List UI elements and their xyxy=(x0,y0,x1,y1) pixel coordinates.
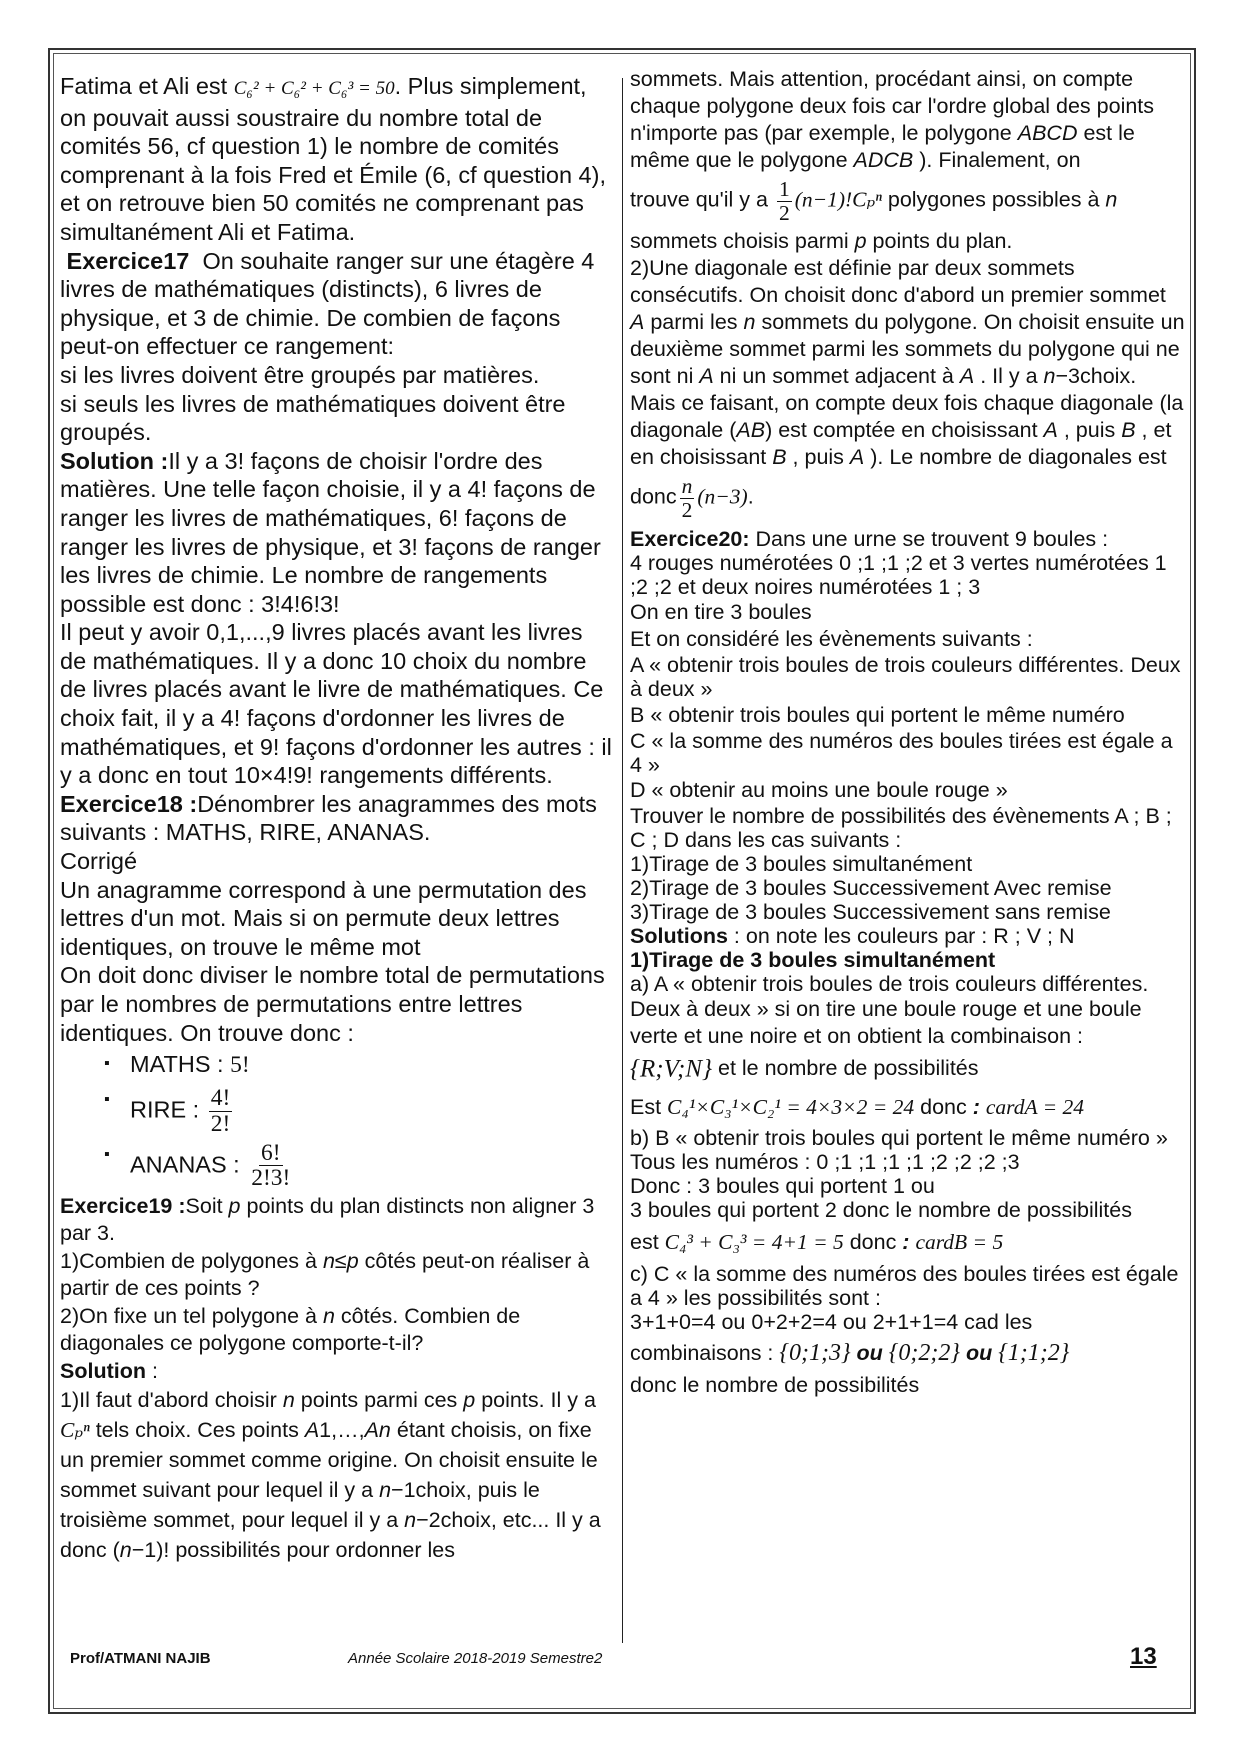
polygon-count-end: sommets choisis parmi p points du plan. xyxy=(630,229,1013,254)
exercise-19-title: Exercice19 : xyxy=(60,1193,186,1218)
set-013: {0;1;3} xyxy=(779,1339,851,1366)
solution-a: a) A « obtenir trois boules de trois couleurs différentes. xyxy=(630,972,1149,997)
case-1: 1)Tirage de 3 boules simultanément xyxy=(630,852,973,877)
set-022: {0;2;2} xyxy=(888,1339,960,1366)
solutions-label: Solutions xyxy=(630,924,728,949)
set-112: {1;1;2} xyxy=(998,1339,1070,1366)
exercise-17-q1: si les livres doivent être groupés par matières. xyxy=(60,361,540,388)
column-divider xyxy=(622,78,623,1643)
solution-c-sums: 3+1+0=4 ou 0+2+2=4 ou 2+1+1=4 cad les xyxy=(630,1309,1033,1334)
footer-school-year: Année Scolaire 2018-2019 Semestre2 xyxy=(348,1650,603,1667)
solution-18-p2: On doit donc diviser le nombre total de permutations par le nombres de permutations entre lettres identiques. On trouve donc : xyxy=(60,962,605,1046)
solution-17-part2: Il peut y avoir 0,1,...,9 livres placés avant les livres de mathématiques. Il y a donc 10 choix du nombre de livres placés avant le livre de mathématiques. Ce choix fait, il y a 4! façons d'ordonner les livres de mathématiques, et 9! façons d'ordonner les autres : il y a donc en tout 10×4!9! rangements différents. xyxy=(60,619,612,789)
set-rvn: {R;V;N} xyxy=(630,1055,713,1083)
page-number: 13 xyxy=(1130,1643,1157,1670)
formula-polygons: (n−1)!Cₚⁿ xyxy=(794,187,882,212)
exercise-19-q1: 1)Combien de polygones à n≤p côtés peut-on réaliser à partir de ces points ? xyxy=(60,1248,590,1301)
left-column xyxy=(60,72,615,1565)
events-question: Trouver le nombre de possibilités des évènements A ; B ; C ; D dans les cas suivants : xyxy=(630,804,1172,853)
right-column xyxy=(630,66,1185,1398)
solution-19-text: 1)Il faut d'abord choisir n points parmi ces p points. Il y a Cₚⁿ tels choix. Ces points A1,…,An étant choisis, on fixe un premier sommet comme origine. On choisit ensuite le sommet suivant pour lequel il y a n−1choix, puis le troisième sommet, pour lequel il y a n−2choix, etc... Il y a donc (n−1)! possibilités pour ordonner les xyxy=(60,1388,601,1563)
exercise-18: Exercice18 :Dénombrer les anagrammes des mots suivants : MATHS, RIRE, ANANAS. xyxy=(60,790,597,846)
exercise-17-title: Exercice17 xyxy=(66,247,190,274)
formula-card-b: C₄³ + C₃³ = 4+1 = 5 xyxy=(664,1229,844,1254)
solution-19-label: Solution xyxy=(60,1358,146,1383)
case-2: 2)Tirage de 3 boules Successivement Avec remise xyxy=(630,876,1112,901)
solution-18-p1: Un anagramme correspond à une permutation des lettres d'un mot. Mais si on permute deux lettres identiques, on trouve le même mot xyxy=(60,876,587,960)
exercise-19: Exercice19 :Soit p points du plan distincts non aligner 3 par 3. xyxy=(60,1193,595,1246)
solution-b: b) B « obtenir trois boules qui portent le même numéro » xyxy=(630,1125,1168,1150)
polygon-count-formula-line: trouve qu'il y a $\frac{1}{2}$ (n−1)!Cₚⁿ polygones possibles à n xyxy=(630,177,1118,225)
formula-card-a: C₄¹×C₃¹×C₂¹ = 4×3×2 = 24 xyxy=(667,1094,915,1119)
diagonal-text: 2)Une diagonale est définie par deux sommets consécutifs. On choisit donc d'abord un premier sommet A parmi les n sommets du polygone. On choisit ensuite un deuxième sommet parmi les sommets du polygone qui ne sont ni A ni un sommet adjacent à A . Il y a n−3choix. Mais ce faisant, on compte deux fois chaque diagonale (la diagonale (AB) est comptée en choisissant A , puis B , et en choisissant B , puis A ). Le nombre de diagonales est xyxy=(630,256,1185,470)
fraction-n-over-2: $\frac{n}{2}$ xyxy=(681,474,693,522)
anagram-ananas: ▪ ANANAS : $\frac{6!}{2!3!}$ xyxy=(130,1141,615,1191)
anagram-rire: ▪ RIRE : $\frac{4!}{2!}$ xyxy=(130,1086,615,1136)
event-d: D « obtenir au moins une boule rouge » xyxy=(630,778,1008,803)
event-b: B « obtenir trois boules qui portent le même numéro xyxy=(630,703,1125,728)
anagram-maths: ▪ MATHS : 5! xyxy=(130,1049,615,1080)
footer-author: Prof/ATMANI NAJIB xyxy=(70,1650,211,1667)
formula-cpn: Cₚⁿ xyxy=(60,1418,90,1443)
solution-c: c) C « la somme des numéros des boules tirées est égale a 4 » les possibilités sont : xyxy=(630,1261,1179,1310)
corrige-label: Corrigé xyxy=(60,848,138,875)
solution-a-explanation: Deux à deux » si on tire une boule rouge et une boule verte et une noire et on obtient la combinaison : xyxy=(630,997,1142,1049)
solution-heading-simultaneous: 1)Tirage de 3 boules simultanément xyxy=(630,948,996,973)
solution-a-set-line: {R;V;N} et le nombre de possibilités xyxy=(630,1055,979,1083)
card-a-value: cardA = 24 xyxy=(985,1094,1084,1119)
solution-b-l4: 3 boules qui portent 2 donc le nombre de possibilités xyxy=(630,1197,1132,1222)
exercise-17-q2: si seuls les livres de mathématiques doivent être groupés. xyxy=(60,390,566,446)
fraction-ananas: $\frac{6!}{2!3!}$ xyxy=(251,1139,291,1192)
fraction-rire: $\frac{4!}{2!}$ xyxy=(210,1085,231,1137)
exercise-20-title: Exercice20: xyxy=(630,527,750,552)
solution-a-count: Est C₄¹×C₃¹×C₂¹ = 4×3×2 = 24 donc : cardA = 24 xyxy=(630,1094,1084,1119)
event-a: A « obtenir trois boules de trois couleurs différentes. Deux à deux » xyxy=(630,653,1181,702)
solution-c-end: donc le nombre de possibilités xyxy=(630,1372,920,1397)
solution-17: Solution :Il y a 3! façons de choisir l'ordre des matières. Une telle façon choisie, il y a 4! façons de ranger les livres de mathématiques, 6! façons de ranger les livres de physique, et 3! façons de ranger les livres de chimie. Le nombre de rangements possible est donc : 3!4!6!3! xyxy=(60,447,601,617)
solution-b-numbers: Tous les numéros : 0 ;1 ;1 ;1 ;1 ;2 ;2 ;2 ;3 xyxy=(630,1149,1020,1174)
polygon-count-text: sommets. Mais attention, procédant ainsi, on compte chaque polygone deux fois car l'ordre global des points n'importe pas (par exemple, le polygone ABCD est le même que le polygone ADCB ). Finalement, on xyxy=(630,67,1155,172)
exercise-20-balls: 4 rouges numérotées 0 ;1 ;1 ;2 et 3 vertes numérotées 1 ;2 ;2 et deux noires numérotées 1 ; 3 xyxy=(630,551,1167,600)
exercise-20-draw: On en tire 3 boules xyxy=(630,600,812,625)
fraction-one-half: $\frac{1}{2}$ xyxy=(778,177,790,225)
paragraph-intro: Fatima et Ali est C₆² + C₆² + C₆³ = 50. Plus simplement, on pouvait aussi soustraire du nombre total de comités 56, cf question 1) le nombre de comités comprenant à la fois Fred et Émile (6, cf question 4), et on retrouve bien 50 comités ne comprenant pas simultanément Ali et Fatima. xyxy=(60,73,606,245)
formula-combinations-sum: C₆² + C₆² + C₆³ = 50 xyxy=(233,78,395,99)
anagram-list xyxy=(60,1049,615,1191)
solution-b-l3: Donc : 3 boules qui portent 1 ou xyxy=(630,1173,935,1198)
exercise-20-events-intro: Et on considéré les évènements suivants : xyxy=(630,627,1033,652)
diagonal-formula-line: donc $\frac{n}{2}$ (n−3). xyxy=(630,474,754,522)
solution-19-label-line: Solution : xyxy=(60,1358,158,1383)
solution-17-label: Solution : xyxy=(60,447,169,474)
card-b-value: cardB = 5 xyxy=(915,1229,1004,1254)
exercise-17: Exercice17 On souhaite ranger sur une étagère 4 livres de mathématiques (distincts), 6 livres de physique, et 3 de chimie. De combien de façons peut-on effectuer ce rangement: xyxy=(60,247,595,360)
solutions-intro: Solutions : on note les couleurs par : R ; V ; N xyxy=(630,924,1075,949)
solution-b-count: est C₄³ + C₃³ = 4+1 = 5 donc : cardB = 5 xyxy=(630,1229,1004,1254)
exercise-19-block xyxy=(60,1193,615,1566)
solution-c-combinations: combinaisons : {0;1;3} ou {0;2;2} ou {1;1;2} xyxy=(630,1339,1070,1366)
exercise-18-title: Exercice18 : xyxy=(60,790,198,817)
exercise-19-q2: 2)On fixe un tel polygone à n côtés. Combien de diagonales ce polygone comporte-t-il? xyxy=(60,1303,521,1356)
formula-diagonals: (n−3) xyxy=(697,484,748,509)
case-3: 3)Tirage de 3 boules Successivement sans remise xyxy=(630,900,1111,925)
exercise-20: Exercice20: Dans une urne se trouvent 9 boules : xyxy=(630,527,1109,552)
event-c: C « la somme des numéros des boules tirées est égale a 4 » xyxy=(630,729,1173,778)
